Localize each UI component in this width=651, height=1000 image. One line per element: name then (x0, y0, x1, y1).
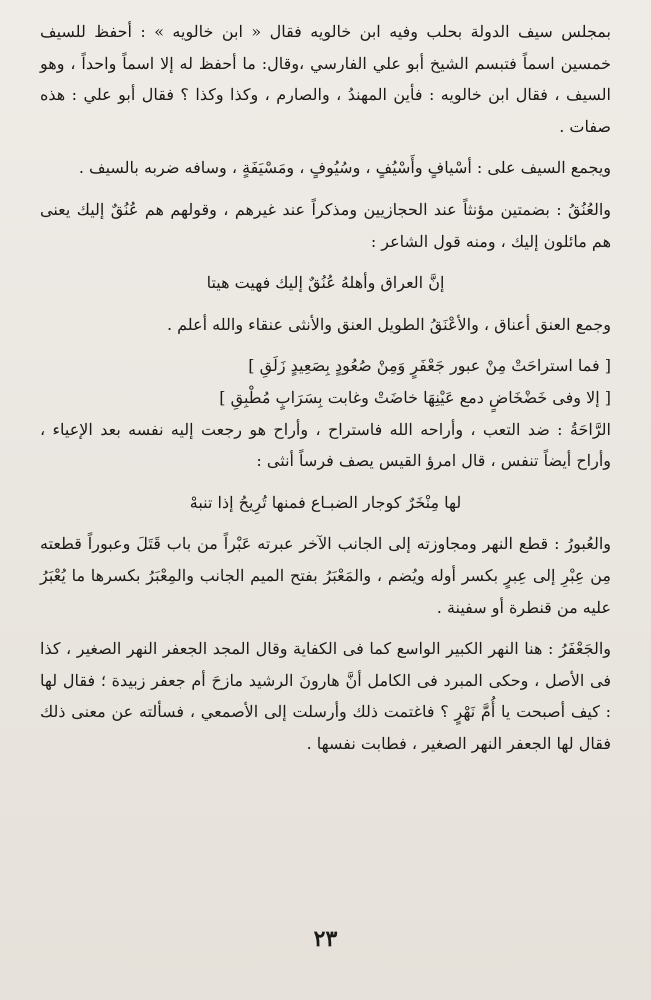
page-text (40, 16, 611, 769)
paragraph-neck-plural: وجمع العنق أعناق ، والأعْنَقُ الطويل العنق والأنثى عنقاء والله أعلم . (166, 314, 611, 334)
poetry-verse-iraq: إنَّ العراق وأهلهُ عُنُقٌ إليك فهيت هيتا (206, 273, 445, 293)
paragraph-neck: والعُنُقُ : بضمتين مؤنثاً عند الحجازيين ومذكراً عند غيرهم ، وقولهم هم عُنُقٌ إليك يعنى هم مائلون إليك ، ومنه قول الشاعر : (40, 199, 611, 251)
paragraph-jafar: والجَعْفَرُ : هنا النهر الكبير الواسع كما فى الكفاية وقال المجد الجعفر النهر الصغير ، كذا فى الأصل ، وحكى المبرد فى الكامل أنَّ هارونَ الرشيد مازحَ أم جعفر زبيدة ؛ فقال لها : كيف أصبحت يا أُمَّ نَهْرٍ ؟ فاغتمت ذلك وأرسلت إلى الأصمعي ، فسألته عن معنى ذلك فقال لها الجعفر النهر الصغير ، فطابت نفسها . (40, 639, 611, 753)
paragraph-sword-names: بمجلس سيف الدولة بحلب وفيه ابن خالويه فقال « ابن خالويه » : أحفظ للسيف خمسين اسماً فتبسم الشيخ أبو علي الفارسي ،وقال: ما أحفظ له إلا اسماً واحداً ، وهو السيف ، فقال ابن خالويه : فأين المهندُ ، والصارم ، وكذا وكذا ؟ فقال أبو علي : هذه صفات . (40, 22, 611, 136)
poetry-verse-bracket-1: [ فما استراحَتْ مِنْ عبور جَعْفَرٍ وَمِنْ صُعُودٍ بِصَعِيدٍ زَلَقِ ] (248, 356, 611, 376)
paragraph-crossing: والعُبورُ : قطع النهر ومجاوزته إلى الجانب الآخر عبرته عَبْراً من باب قَتَلَ وعبوراً قطعته مِن عِبْرِ إلى عِبرٍ بكسر أوله ويُضم ، والمَعْبَرُ بفتح الميم الجانب والمِعْبَرُ بكسرها ما يُعْبَرُ عليه من قنطرة أو سفينة . (40, 534, 611, 617)
poetry-verse-bracket-2: [ إلا وفى خَضْخَاضٍ دمع عَيْنِهَا خاضَتْ وغابت بِسَرَابٍ مُطْبِقِ ] (219, 387, 611, 407)
paragraph-rest: الرَّاحَةُ : ضد التعب ، وأراحه الله فاستراح ، وأراح هو رجعت إليه نفسه بعد الإعياء ، وأراح أيضاً تنفس ، قال امرؤ القيس يصف فرساً أنثى : (40, 419, 611, 471)
page-number: ٢٣ (313, 926, 338, 952)
poetry-verse-horse: لها مِنْخَرٌ كوجار الضبـاع فمنها تُرِيحُ إذا تنبهْ (189, 492, 462, 512)
paragraph-sword-plural: ويجمع السيف على : أسْيافٍ وأَسْيُفٍ ، وسُيُوفٍ ، ومَسْيَفَةٍ ، وسافه ضربه بالسيف . (78, 158, 611, 178)
